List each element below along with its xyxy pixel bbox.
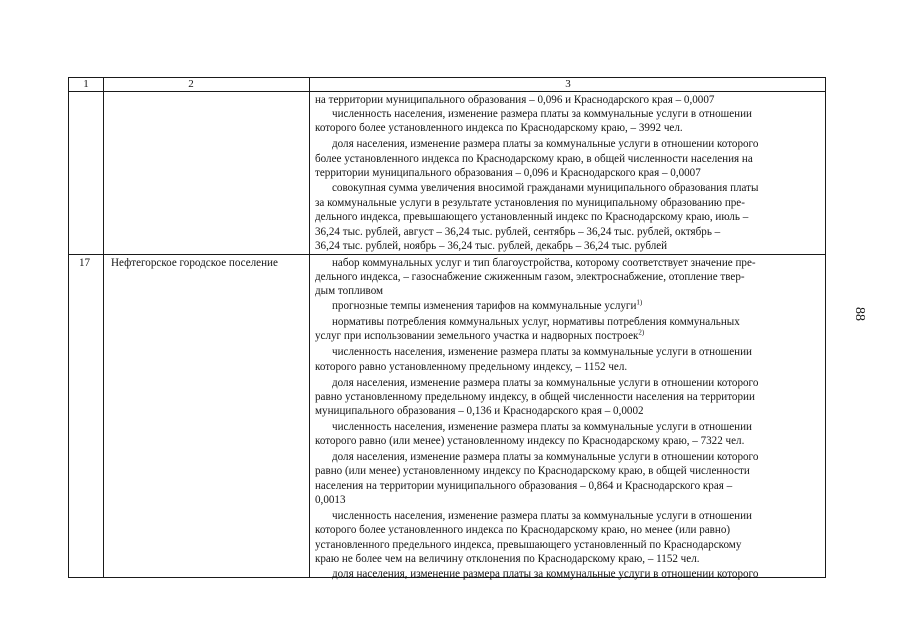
row17-line: краю не более чем на величину отклонения по Краснодарскому краю, – 1152 чел. [315,553,700,565]
row17-line: равно (или менее) установленному индексу по Краснодарскому краю, в общей численности [315,465,750,477]
header-col-2: 2 [188,78,194,90]
row17-line: которого равно (или менее) установленному индексу по Краснодарскому краю, – 7322 чел. [315,435,745,447]
row17-line: доля населения, изменение размера платы за коммунальные услуги в отношении которого [332,568,759,580]
row17-line: дельного индекса, – газоснабжение сжиженным газом, электроснабжение, отопление твер- [315,271,745,283]
footnote-marker: 2) [638,328,645,337]
header-col-1: 1 [83,78,89,90]
row16-line: территории муниципального образования – 0,096 и Краснодарского края – 0,0007 [315,167,701,179]
row17-line: доля населения, изменение размера платы за коммунальные услуги в отношении которого [332,451,759,463]
row17-line: которого равно установленному предельному индексу, – 1152 чел. [315,361,628,373]
row16-line: 36,24 тыс. рублей, август – 36,24 тыс. рублей, сентябрь – 36,24 тыс. рублей, октябрь – [315,226,721,238]
row17-line: 0,0013 [315,494,346,506]
row17-line: доля населения, изменение размера платы за коммунальные услуги в отношении которого [332,377,759,389]
table-header-row [69,78,825,92]
row16-line: за коммунальные услуги в результате установления по муниципальному образованию пре- [315,197,745,209]
page-number: 88 [852,307,867,321]
row16-line: которого более установленного индекса по Краснодарскому краю, – 3992 чел. [315,122,683,134]
row17-line: набор коммунальных услуг и тип благоустройства, которому соответствует значение пре- [332,257,756,269]
footnote-marker: 1) [636,298,643,307]
row16-line: более установленного индекса по Краснодарскому краю, в общей численности населения на [315,153,753,165]
row16-line: дельного индекса, превышающего установленный индекс по Краснодарскому краю, июль – [315,211,749,223]
row17-line [315,299,642,313]
row17-line: нормативы потребления коммунальных услуг, нормативы потребления коммунальных [332,316,740,328]
column-divider-2 [309,78,310,577]
row-divider [69,254,825,255]
row-number: 17 [79,257,91,269]
row17-line: которого более установленного индекса по Краснодарскому краю, но менее (или равно) [315,524,731,536]
row17-line: установленного предельного индекса, превышающего установленный по Краснодарскому [315,539,742,551]
row17-line: равно установленному предельному индексу, в общей численности населения на территории [315,391,755,403]
row16-line: численность населения, изменение размера платы за коммунальные услуги в отношении [332,108,752,120]
column-divider-1 [103,78,104,577]
row17-line: дым топливом [315,285,384,297]
row16-line: доля населения, изменение размера платы за коммунальные услуги в отношении которого [332,138,759,150]
row17-line: численность населения, изменение размера платы за коммунальные услуги в отношении [332,421,752,433]
document-table [68,77,826,578]
tariff-forecast-text: прогнозные темпы изменения тарифов на коммунальные услуги [332,300,637,312]
row17-line [315,329,644,343]
header-col-3: 3 [565,78,571,90]
row16-line: совокупная сумма увеличения вносимой гражданами муниципального образования платы [332,182,759,194]
norms-text: услуг при использовании земельного участка и надворных построек [315,330,639,342]
row17-line: численность населения, изменение размера платы за коммунальные услуги в отношении [332,510,752,522]
row17-line: муниципального образования – 0,136 и Краснодарского края – 0,0002 [315,405,644,417]
row17-line: населения на территории муниципального образования – 0,864 и Краснодарского края – [315,480,733,492]
municipality-name: Нефтегорское городское поселение [111,257,278,269]
row17-line: численность населения, изменение размера платы за коммунальные услуги в отношении [332,346,752,358]
row16-line: 36,24 тыс. рублей, ноябрь – 36,24 тыс. рублей, декабрь – 36,24 тыс. рублей [315,240,668,252]
row16-line: на территории муниципального образования – 0,096 и Краснодарского края – 0,0007 [315,94,715,106]
